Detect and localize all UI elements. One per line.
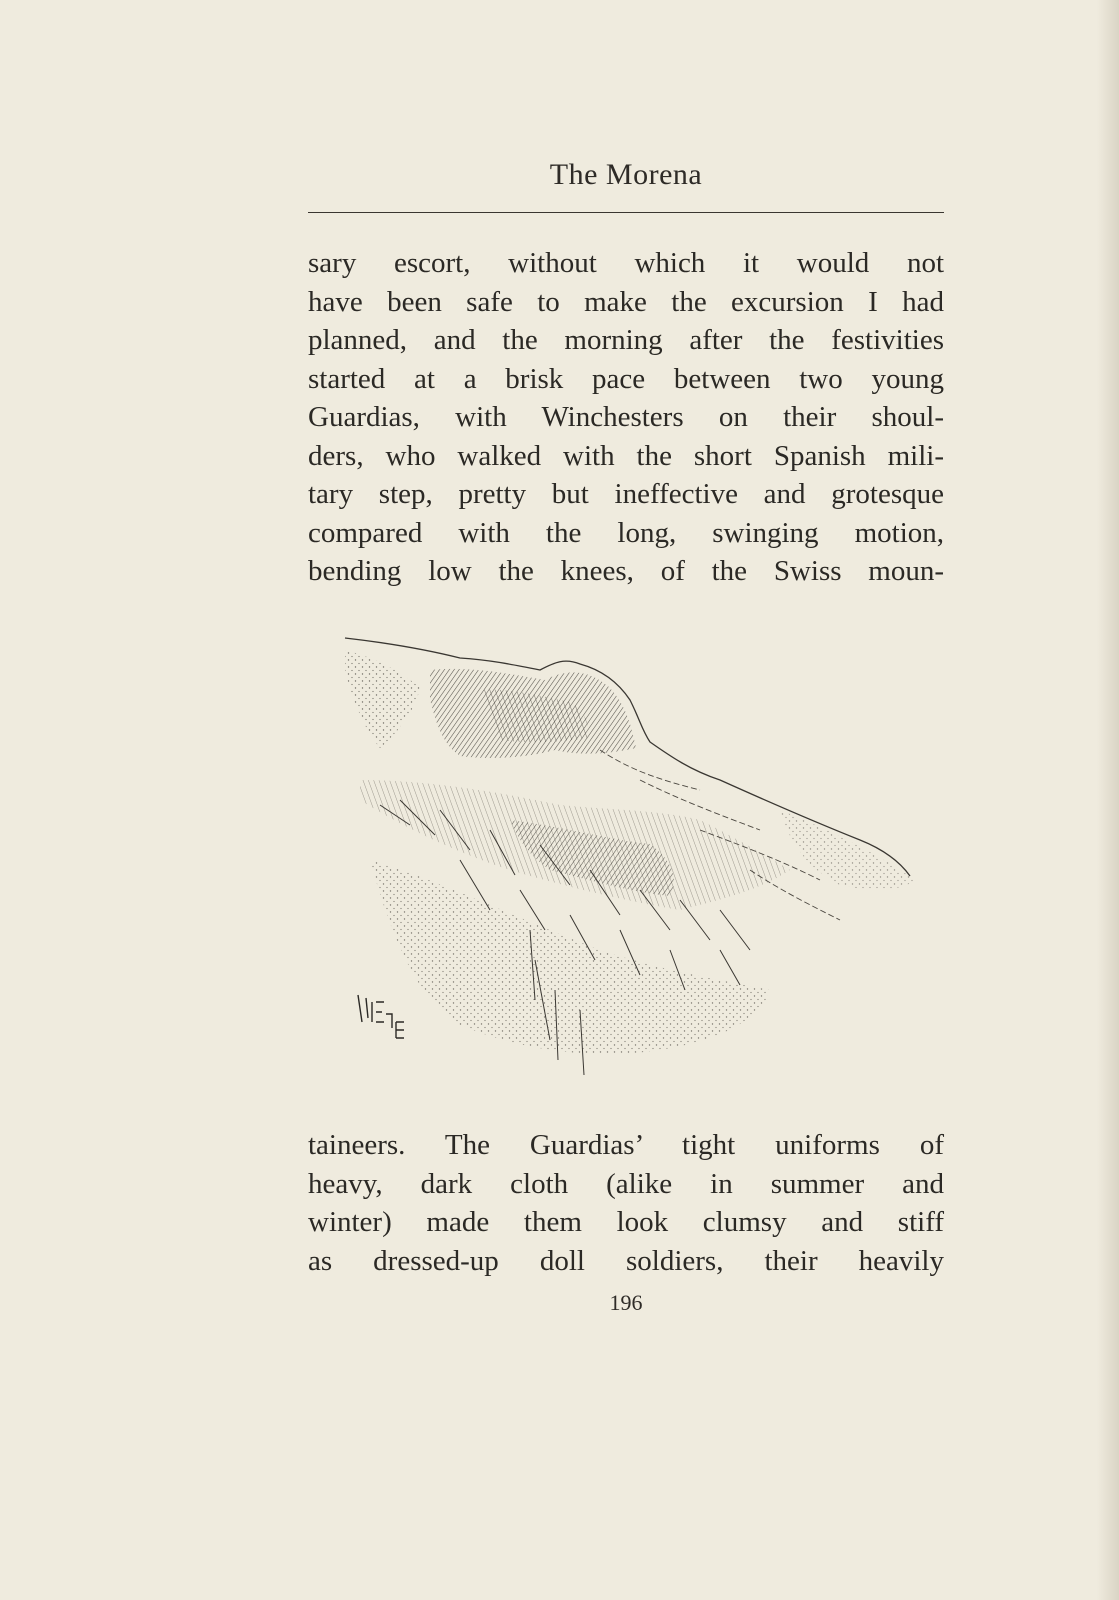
engraving-marks bbox=[345, 638, 915, 1075]
header-rule bbox=[308, 212, 944, 213]
text-line: bending low the knees, of the Swiss moun- bbox=[308, 555, 944, 587]
paragraph-bottom bbox=[308, 1126, 944, 1280]
paragraph-top bbox=[308, 244, 944, 591]
text-line: ders, who walked with the short Spanish mili- bbox=[308, 439, 944, 472]
text-line: have been safe to make the excursion I had bbox=[308, 285, 944, 318]
text-line: compared with the long, swinging motion, bbox=[308, 516, 944, 549]
text-line: tary step, pretty but ineffective and grotesque bbox=[308, 478, 944, 510]
text-line: started at a brisk pace between two young bbox=[308, 362, 944, 395]
page-number: 196 bbox=[609, 1290, 643, 1315]
text-line: heavy, dark cloth (alike in summer and bbox=[308, 1167, 944, 1200]
text-line: as dressed-up doll soldiers, their heavily bbox=[308, 1244, 944, 1277]
mountain-illustration bbox=[340, 630, 920, 1100]
text-line: Guardias, with Winchesters on their shoul- bbox=[308, 401, 944, 433]
text-line: sary escort, without which it would not bbox=[308, 247, 944, 279]
text-line: planned, and the morning after the festivities bbox=[308, 324, 944, 356]
running-head: The Morena bbox=[549, 158, 703, 191]
text-line: taineers. The Guardias’ tight uniforms of bbox=[308, 1129, 944, 1161]
artist-signature bbox=[358, 995, 404, 1038]
page-edge-shadow bbox=[1097, 0, 1119, 1600]
text-line: winter) made them look clumsy and stiff bbox=[308, 1206, 944, 1238]
